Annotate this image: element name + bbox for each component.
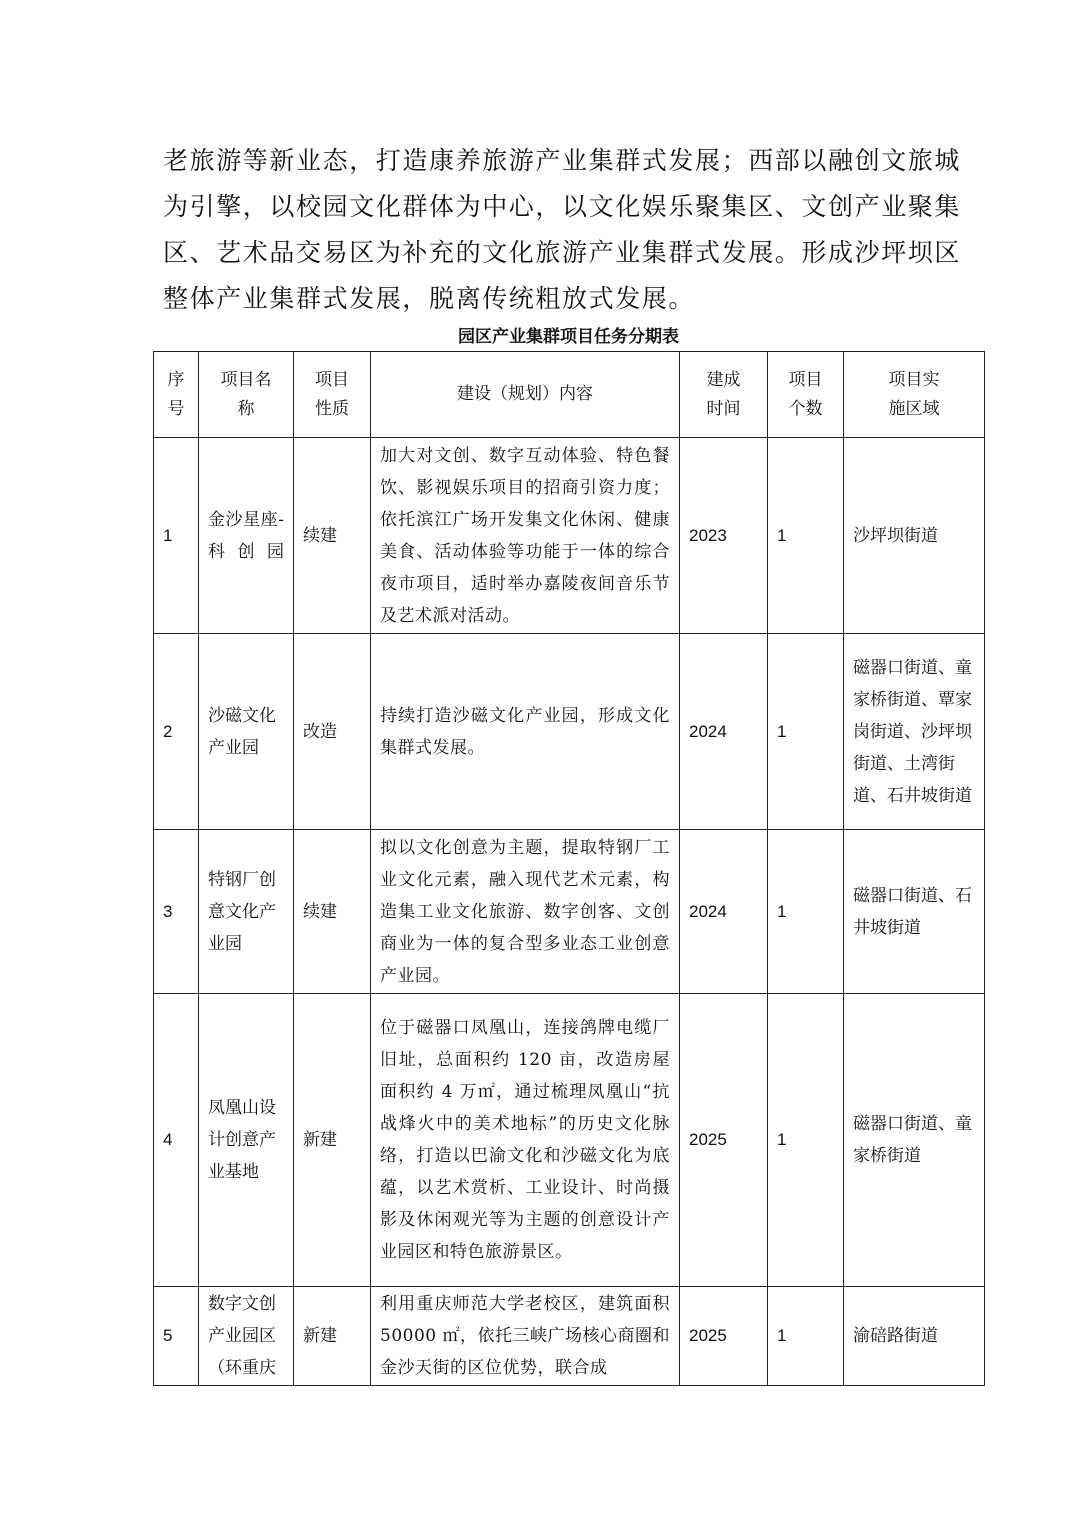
cell-name: 特钢厂创意文化产业园 xyxy=(199,830,294,994)
cell-year: 2025 xyxy=(680,1287,768,1386)
header-area: 项目实 施区域 xyxy=(844,352,985,438)
cell-area: 沙坪坝街道 xyxy=(844,438,985,634)
table-row xyxy=(154,1287,985,1386)
project-table xyxy=(153,351,985,1386)
cell-name: 凤凰山设计创意产业基地 xyxy=(199,994,294,1287)
header-nature: 项目 性质 xyxy=(294,352,371,438)
cell-year: 2025 xyxy=(680,994,768,1287)
cell-seq: 3 xyxy=(154,830,199,994)
cell-nature: 新建 xyxy=(294,994,371,1287)
cell-seq: 5 xyxy=(154,1287,199,1386)
cell-content: 持续打造沙磁文化产业园，形成文化集群式发展。 xyxy=(371,634,680,830)
cell-area: 磁器口街道、童家桥街道 xyxy=(844,994,985,1287)
table-row xyxy=(154,830,985,994)
table-row xyxy=(154,634,985,830)
cell-seq: 4 xyxy=(154,994,199,1287)
paragraph-line: 为引擎，以校园文化群体为中心，以文化娱乐聚集区、文创产业聚集 xyxy=(163,192,962,221)
cell-count: 1 xyxy=(768,1287,844,1386)
intro-paragraph xyxy=(163,138,962,322)
cell-name: 沙磁文化产业园 xyxy=(199,634,294,830)
cell-seq: 2 xyxy=(154,634,199,830)
table-row xyxy=(154,438,985,634)
cell-nature: 改造 xyxy=(294,634,371,830)
table-header-row xyxy=(154,352,985,438)
header-seq: 序 号 xyxy=(154,352,199,438)
cell-count: 1 xyxy=(768,830,844,994)
cell-year: 2024 xyxy=(680,830,768,994)
cell-nature: 新建 xyxy=(294,1287,371,1386)
cell-name: 金沙星座-科创园 xyxy=(199,438,294,634)
cell-name: 数字文创产业园区（环重庆 xyxy=(199,1287,294,1386)
cell-nature: 续建 xyxy=(294,830,371,994)
cell-content: 拟以文化创意为主题，提取特钢厂工业文化元素，融入现代艺术元素，构造集工业文化旅游、数字创客、文创商业为一体的复合型多业态工业创意产业园。 xyxy=(371,830,680,994)
cell-count: 1 xyxy=(768,994,844,1287)
header-time: 建成 时间 xyxy=(680,352,768,438)
cell-content: 利用重庆师范大学老校区，建筑面积 50000 ㎡，依托三峡广场核心商圈和金沙天街的区位优势，联合成 xyxy=(371,1287,680,1386)
cell-nature: 续建 xyxy=(294,438,371,634)
header-content: 建设（规划）内容 xyxy=(371,352,680,438)
cell-area: 磁器口街道、石井坡街道 xyxy=(844,830,985,994)
cell-area: 磁器口街道、童家桥街道、覃家岗街道、沙坪坝街道、土湾街道、石井坡街道 xyxy=(844,634,985,830)
cell-seq: 1 xyxy=(154,438,199,634)
cell-count: 1 xyxy=(768,438,844,634)
cell-content: 加大对文创、数字互动体验、特色餐饮、影视娱乐项目的招商引资力度；依托滨江广场开发集文化休闲、健康美食、活动体验等功能于一体的综合夜市项目，适时举办嘉陵夜间音乐节及艺术派对活动。 xyxy=(371,438,680,634)
cell-area: 渝碚路街道 xyxy=(844,1287,985,1386)
paragraph-line: 整体产业集群式发展，脱离传统粗放式发展。 xyxy=(163,284,696,313)
cell-year: 2024 xyxy=(680,634,768,830)
cell-year: 2023 xyxy=(680,438,768,634)
paragraph-line: 老旅游等新业态，打造康养旅游产业集群式发展；西部以融创文旅城 xyxy=(163,146,962,175)
header-name: 项目名 称 xyxy=(199,352,294,438)
cell-count: 1 xyxy=(768,634,844,830)
header-count: 项目 个数 xyxy=(768,352,844,438)
table-row xyxy=(154,994,985,1287)
table-caption: 园区产业集群项目任务分期表 xyxy=(458,327,679,347)
cell-content: 位于磁器口凤凰山，连接鸽牌电缆厂旧址，总面积约 120 亩，改造房屋面积约 4 万㎡，通过梳理凤凰山“抗战烽火中的美术地标”的历史文化脉络，打造以巴渝文化和沙磁文化为底蕴，以艺术赏析、工业设计、时尚摄影及休闲观光等为主题的创意设计产业园区和特色旅游景区。 xyxy=(371,994,680,1287)
paragraph-line: 区、艺术品交易区为补充的文化旅游产业集群式发展。形成沙坪坝区 xyxy=(163,238,962,267)
